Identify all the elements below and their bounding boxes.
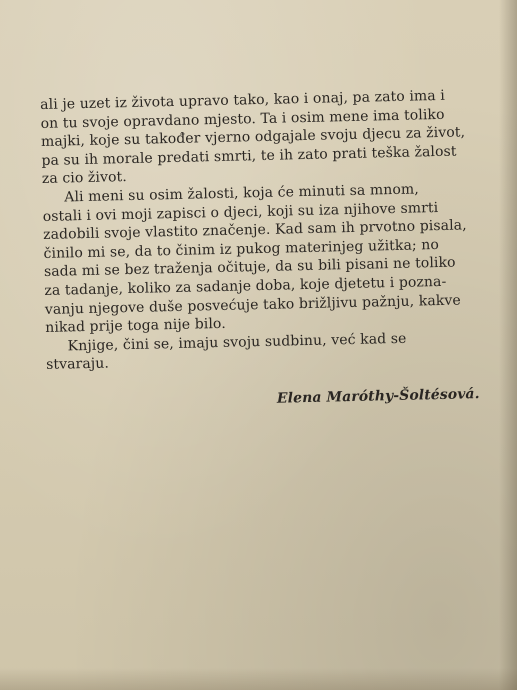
text-line: nikad prije toga nije bilo.	[45, 315, 226, 337]
text-line: činilo mi se, da to činim iz pukog materinjeg užitka; no	[43, 236, 440, 262]
text-line: za tadanje, koliko za sadanje doba, koje djetetu i pozna-	[44, 273, 447, 299]
paragraph-1	[40, 86, 504, 189]
author-signature: Elena Maróthy-Šoltésová.	[276, 386, 480, 407]
page-bottom-shadow	[0, 668, 517, 690]
text-line: zadobili svoje vlastito značenje. Kad sam ih prvotno pisala,	[42, 217, 467, 244]
page-edge-shadow	[499, 0, 517, 690]
page-text	[40, 86, 509, 414]
text-line: pa su ih morale predati smrti, te ih zato prati teška žalost	[41, 143, 457, 169]
text-line: vanju njegove duše posvećuje tako brižljivu pažnju, kakve	[44, 292, 461, 318]
text-line: za cio život.	[41, 169, 128, 188]
text-line: majki, koje su također vjerno odgajale svoju djecu za život,	[40, 124, 466, 151]
text-line: ali je uzet iz života upravo tako, kao i onaj, pa zato ima i	[40, 87, 446, 113]
text-line: stvaraju.	[45, 355, 110, 374]
paragraph-2	[42, 178, 507, 337]
text-line: Ali meni su osim žalosti, koja će minuti sa mnom,	[64, 181, 420, 206]
text-line: ostali i ovi moji zapisci o djeci, koji su iza njihove smrti	[42, 199, 439, 225]
text-line: sada mi se bez traženja očituje, da su bili pisani ne toliko	[43, 254, 456, 281]
text-line: Knjige, čini se, imaju svoju sudbinu, već kad se	[67, 330, 407, 355]
text-line: on tu svoje opravdano mjesto. Ta i osim mene ima toliko	[40, 106, 445, 132]
